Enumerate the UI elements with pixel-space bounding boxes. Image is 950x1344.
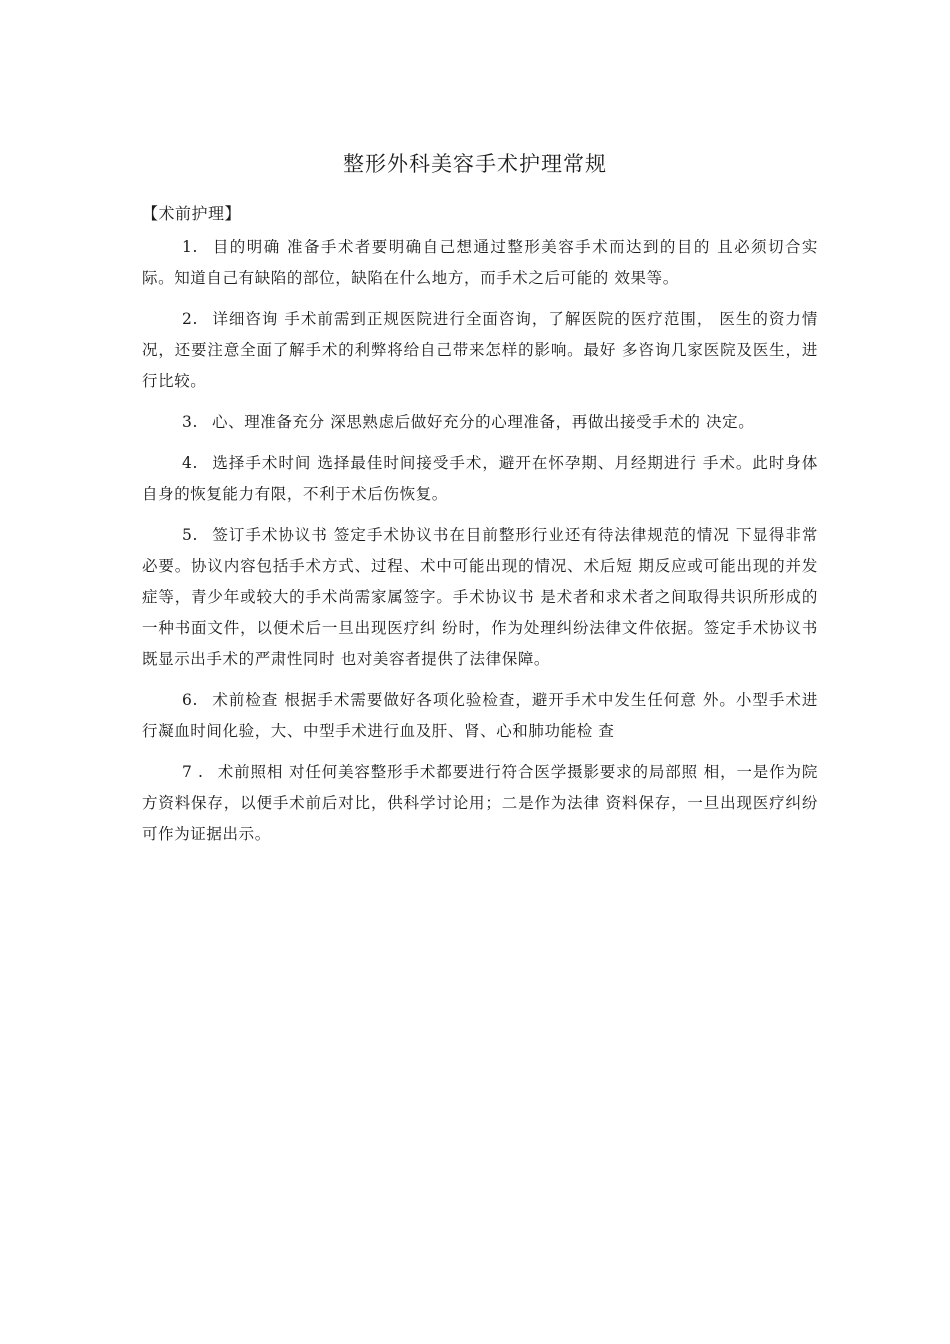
item-number: 2. <box>182 310 198 328</box>
list-item <box>142 407 818 438</box>
list-item <box>142 520 818 675</box>
item-text: 选择手术时间 选择最佳时间接受手术，避开在怀孕期、月经期进行 手术。此时身体自身的恢复能力有限，不利于术后伤恢复。 <box>142 454 818 503</box>
item-text: 术前检查 根据手术需要做好各项化验检查，避开手术中发生任何意 外。小型手术进行凝血时间化验，大、中型手术进行血及肝、肾、心和肺功能检 查 <box>142 691 818 740</box>
item-number: 3. <box>182 413 198 431</box>
document-title: 整形外科美容手术护理常规 <box>343 152 607 176</box>
list-item <box>142 757 818 850</box>
item-number: 7 . <box>182 763 204 781</box>
item-number: 5. <box>182 526 198 544</box>
item-text: 详细咨询 手术前需到正规医院进行全面咨询，了解医院的医疗范围， 医生的资力情况，还要注意全面了解手术的利弊将给自己带来怎样的影响。最好 多咨询几家医院及医生，进行比较。 <box>142 310 818 390</box>
item-number: 6. <box>182 691 198 709</box>
list-item <box>142 304 818 397</box>
list-item <box>142 685 818 747</box>
item-number: 4. <box>182 454 198 472</box>
item-text: 心、理准备充分 深思熟虑后做好充分的心理准备，再做出接受手术的 决定。 <box>212 413 755 431</box>
document-body <box>142 232 818 860</box>
item-text: 目的明确 准备手术者要明确自己想通过整形美容手术而达到的目的 且必须切合实际。知道自己有缺陷的部位，缺陷在什么地方，而手术之后可能的 效果等。 <box>142 238 818 287</box>
section-heading: 【术前护理】 <box>142 204 242 223</box>
item-text: 签订手术协议书 签定手术协议书在目前整形行业还有待法律规范的情况 下显得非常必要。协议内容包括手术方式、过程、术中可能出现的情况、术后短 期反应或可能出现的并发症等，青少年或较大的手术尚需家属签字。手术协议书 是术者和求术者之间取得共识所形成的一种书面文件，以便术后一旦出现医疗纠 纷时，作为处理纠纷法律文件依据。签定手术协议书既显示出手术的严肃性同时 也对美容者提供了法律保障。 <box>142 526 818 668</box>
list-item <box>142 232 818 294</box>
item-number: 1. <box>182 238 198 256</box>
item-text: 术前照相 对任何美容整形手术都要进行符合医学摄影要求的局部照 相，一是作为院方资料保存，以便手术前后对比，供科学讨论用；二是作为法律 资料保存，一旦出现医疗纠纷可作为证据出示。 <box>142 763 818 843</box>
list-item <box>142 448 818 510</box>
